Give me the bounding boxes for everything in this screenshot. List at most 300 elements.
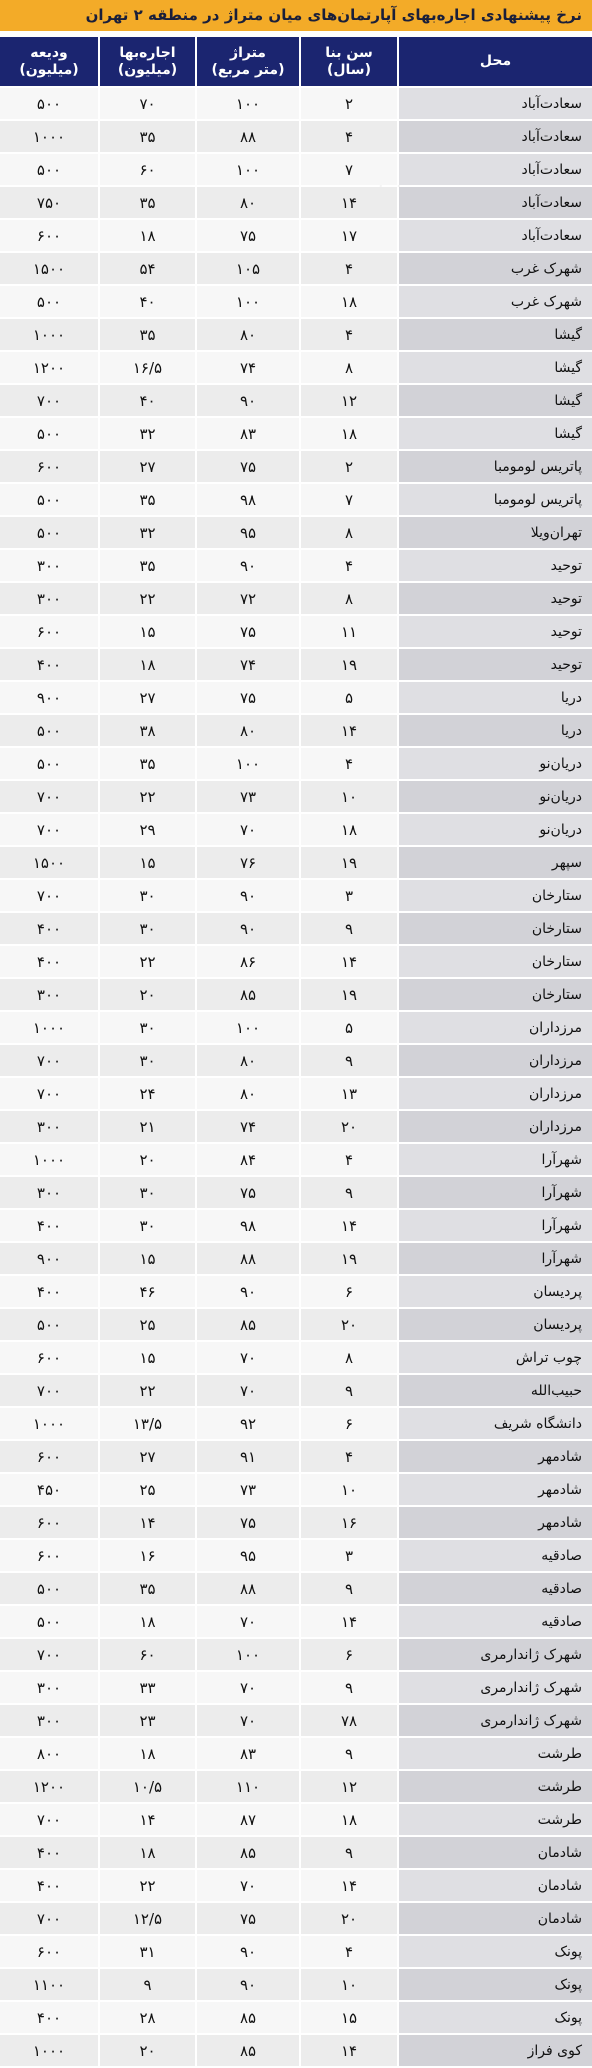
table-row (0, 1375, 592, 1406)
table-row (0, 1276, 592, 1307)
cell-location: پونک (397, 1936, 592, 1967)
cell-age: ۱۶ (299, 1507, 397, 1538)
cell-area: ۷۳ (195, 1474, 299, 1505)
rent-table (0, 35, 592, 2068)
table-row (0, 1804, 592, 1835)
table-row (0, 1441, 592, 1472)
table-row (0, 583, 592, 614)
header-location: محل (397, 37, 592, 86)
cell-deposit: ۵۰۰ (0, 1573, 98, 1604)
cell-area: ۷۵ (195, 682, 299, 713)
cell-deposit: ۴۰۰ (0, 946, 98, 977)
cell-deposit: ۱۵۰۰ (0, 847, 98, 878)
cell-area: ۷۵ (195, 1177, 299, 1208)
cell-location: دریا (397, 682, 592, 713)
cell-deposit: ۷۰۰ (0, 1903, 98, 1934)
cell-location: توحید (397, 649, 592, 680)
table-row (0, 1606, 592, 1637)
cell-age: ۷۸ (299, 1705, 397, 1736)
cell-deposit: ۵۰۰ (0, 484, 98, 515)
cell-location: طرشت (397, 1738, 592, 1769)
cell-area: ۸۵ (195, 1309, 299, 1340)
cell-area: ۷۵ (195, 1507, 299, 1538)
cell-age: ۴ (299, 748, 397, 779)
table-row (0, 1045, 592, 1076)
table-row (0, 682, 592, 713)
cell-deposit: ۴۰۰ (0, 1276, 98, 1307)
table-row (0, 1738, 592, 1769)
cell-location: ستارخان (397, 979, 592, 1010)
cell-rent: ۲۳ (98, 1705, 195, 1736)
cell-deposit: ۶۰۰ (0, 1540, 98, 1571)
cell-rent: ۱۸ (98, 1738, 195, 1769)
table-row (0, 1078, 592, 1109)
cell-age: ۴ (299, 319, 397, 350)
cell-age: ۱۳ (299, 1078, 397, 1109)
cell-rent: ۳۰ (98, 880, 195, 911)
cell-rent: ۳۸ (98, 715, 195, 746)
cell-area: ۸۰ (195, 715, 299, 746)
table-row (0, 220, 592, 251)
table-row (0, 1408, 592, 1439)
cell-age: ۱۹ (299, 649, 397, 680)
cell-deposit: ۴۰۰ (0, 1870, 98, 1901)
cell-deposit: ۴۰۰ (0, 913, 98, 944)
cell-rent: ۱۳/۵ (98, 1408, 195, 1439)
cell-location: توحید (397, 550, 592, 581)
cell-location: سعادت‌آباد (397, 154, 592, 185)
cell-age: ۱۷ (299, 220, 397, 251)
cell-rent: ۲۲ (98, 1870, 195, 1901)
cell-age: ۹ (299, 1573, 397, 1604)
cell-deposit: ۴۰۰ (0, 1837, 98, 1868)
cell-deposit: ۷۰۰ (0, 385, 98, 416)
cell-location: صادقیه (397, 1606, 592, 1637)
cell-deposit: ۷۰۰ (0, 781, 98, 812)
table-row (0, 1111, 592, 1142)
cell-area: ۸۳ (195, 418, 299, 449)
cell-location: شهرک ژاندارمری (397, 1705, 592, 1736)
cell-deposit: ۱۲۰۰ (0, 352, 98, 383)
cell-age: ۴ (299, 253, 397, 284)
table-body (0, 88, 592, 2066)
cell-location: دریان‌نو (397, 814, 592, 845)
cell-rent: ۲۷ (98, 682, 195, 713)
cell-rent: ۷۰ (98, 88, 195, 119)
cell-age: ۸ (299, 583, 397, 614)
table-row (0, 979, 592, 1010)
cell-deposit: ۶۰۰ (0, 616, 98, 647)
cell-deposit: ۷۰۰ (0, 880, 98, 911)
table-row (0, 1903, 592, 1934)
cell-rent: ۳۵ (98, 319, 195, 350)
cell-deposit: ۶۰۰ (0, 1342, 98, 1373)
table-row (0, 1705, 592, 1736)
cell-rent: ۱۵ (98, 616, 195, 647)
cell-location: ستارخان (397, 913, 592, 944)
header-area: متراژ (متر مربع) (195, 37, 299, 86)
cell-age: ۱۸ (299, 286, 397, 317)
cell-location: گیشا (397, 319, 592, 350)
cell-age: ۱۱ (299, 616, 397, 647)
cell-deposit: ۴۰۰ (0, 1210, 98, 1241)
cell-location: ستارخان (397, 946, 592, 977)
cell-location: شهرآرا (397, 1210, 592, 1241)
cell-age: ۱۴ (299, 715, 397, 746)
cell-age: ۶ (299, 1408, 397, 1439)
cell-age: ۱۰ (299, 781, 397, 812)
cell-area: ۷۴ (195, 649, 299, 680)
cell-rent: ۳۲ (98, 418, 195, 449)
table-row (0, 1177, 592, 1208)
cell-rent: ۹ (98, 1969, 195, 2000)
cell-deposit: ۴۰۰ (0, 649, 98, 680)
cell-area: ۹۸ (195, 1210, 299, 1241)
cell-deposit: ۷۵۰ (0, 187, 98, 218)
table-row (0, 1012, 592, 1043)
cell-deposit: ۱۵۰۰ (0, 253, 98, 284)
cell-area: ۷۵ (195, 616, 299, 647)
cell-deposit: ۱۰۰۰ (0, 1144, 98, 1175)
cell-rent: ۳۱ (98, 1936, 195, 1967)
cell-location: توحید (397, 616, 592, 647)
cell-age: ۱۲ (299, 1771, 397, 1802)
cell-area: ۱۰۰ (195, 1639, 299, 1670)
cell-area: ۷۰ (195, 1342, 299, 1373)
cell-area: ۷۵ (195, 1903, 299, 1934)
cell-location: دانشگاه شریف (397, 1408, 592, 1439)
cell-area: ۸۵ (195, 2035, 299, 2066)
cell-deposit: ۱۰۰۰ (0, 1408, 98, 1439)
cell-deposit: ۷۰۰ (0, 1078, 98, 1109)
cell-age: ۱۰ (299, 1969, 397, 2000)
cell-rent: ۲۰ (98, 979, 195, 1010)
cell-area: ۹۸ (195, 484, 299, 515)
cell-location: شادمهر (397, 1474, 592, 1505)
table-row (0, 1672, 592, 1703)
cell-age: ۱۹ (299, 1243, 397, 1274)
cell-deposit: ۱۰۰۰ (0, 2035, 98, 2066)
cell-age: ۹ (299, 1837, 397, 1868)
cell-location: پاتریس لومومبا (397, 484, 592, 515)
table-row (0, 1870, 592, 1901)
header-rent: اجاره‌بها (میلیون) (98, 37, 195, 86)
cell-location: گیشا (397, 385, 592, 416)
header-age: سن بنا (سال) (299, 37, 397, 86)
cell-rent: ۲۲ (98, 781, 195, 812)
cell-rent: ۳۵ (98, 484, 195, 515)
cell-age: ۲۰ (299, 1111, 397, 1142)
cell-location: مرزداران (397, 1111, 592, 1142)
cell-rent: ۲۸ (98, 2002, 195, 2033)
cell-rent: ۳۲ (98, 517, 195, 548)
cell-deposit: ۹۰۰ (0, 682, 98, 713)
cell-deposit: ۱۰۰۰ (0, 121, 98, 152)
cell-rent: ۱۸ (98, 1837, 195, 1868)
cell-area: ۱۰۰ (195, 286, 299, 317)
cell-deposit: ۹۰۰ (0, 1243, 98, 1274)
cell-area: ۸۰ (195, 1045, 299, 1076)
cell-rent: ۱۵ (98, 847, 195, 878)
cell-deposit: ۶۰۰ (0, 220, 98, 251)
cell-rent: ۲۵ (98, 1309, 195, 1340)
cell-location: شادمان (397, 1837, 592, 1868)
cell-area: ۷۰ (195, 1705, 299, 1736)
cell-location: شادمهر (397, 1507, 592, 1538)
cell-rent: ۲۱ (98, 1111, 195, 1142)
cell-age: ۱۹ (299, 979, 397, 1010)
cell-area: ۹۰ (195, 1936, 299, 1967)
table-row (0, 715, 592, 746)
cell-age: ۱۴ (299, 1210, 397, 1241)
cell-age: ۳ (299, 1540, 397, 1571)
cell-rent: ۱۶ (98, 1540, 195, 1571)
cell-deposit: ۶۰۰ (0, 1936, 98, 1967)
cell-deposit: ۳۰۰ (0, 1111, 98, 1142)
cell-age: ۸ (299, 352, 397, 383)
table-row (0, 2035, 592, 2066)
cell-rent: ۲۰ (98, 2035, 195, 2066)
cell-deposit: ۵۰۰ (0, 154, 98, 185)
cell-location: شادمان (397, 1903, 592, 1934)
cell-rent: ۲۰ (98, 1144, 195, 1175)
cell-location: دریا (397, 715, 592, 746)
cell-age: ۴ (299, 1441, 397, 1472)
cell-deposit: ۵۰۰ (0, 1606, 98, 1637)
cell-age: ۱۴ (299, 1870, 397, 1901)
cell-age: ۸ (299, 517, 397, 548)
table-row (0, 1243, 592, 1274)
table-row (0, 1210, 592, 1241)
cell-area: ۹۰ (195, 913, 299, 944)
cell-location: پونک (397, 1969, 592, 2000)
cell-location: سپهر (397, 847, 592, 878)
cell-location: سعادت‌آباد (397, 220, 592, 251)
cell-age: ۲۰ (299, 1903, 397, 1934)
cell-deposit: ۳۰۰ (0, 1672, 98, 1703)
cell-area: ۷۰ (195, 1870, 299, 1901)
cell-age: ۱۴ (299, 2035, 397, 2066)
cell-rent: ۶۰ (98, 154, 195, 185)
cell-area: ۱۰۰ (195, 88, 299, 119)
table-row (0, 1837, 592, 1868)
cell-deposit: ۳۰۰ (0, 583, 98, 614)
cell-age: ۵ (299, 1012, 397, 1043)
cell-area: ۹۱ (195, 1441, 299, 1472)
cell-deposit: ۷۰۰ (0, 1804, 98, 1835)
cell-area: ۸۵ (195, 979, 299, 1010)
cell-location: چوب تراش (397, 1342, 592, 1373)
cell-location: مرزداران (397, 1078, 592, 1109)
table-row (0, 1969, 592, 2000)
cell-location: حبیب‌الله (397, 1375, 592, 1406)
cell-rent: ۴۰ (98, 385, 195, 416)
cell-rent: ۱۰/۵ (98, 1771, 195, 1802)
cell-rent: ۳۵ (98, 550, 195, 581)
table-header-row (0, 37, 592, 86)
cell-rent: ۳۵ (98, 1573, 195, 1604)
table-row (0, 880, 592, 911)
cell-area: ۹۲ (195, 1408, 299, 1439)
cell-rent: ۱۴ (98, 1507, 195, 1538)
cell-deposit: ۵۰۰ (0, 517, 98, 548)
cell-area: ۹۰ (195, 1276, 299, 1307)
cell-area: ۷۰ (195, 1672, 299, 1703)
cell-deposit: ۱۰۰۰ (0, 1012, 98, 1043)
cell-rent: ۱۸ (98, 649, 195, 680)
cell-deposit: ۱۱۰۰ (0, 1969, 98, 2000)
cell-area: ۹۰ (195, 385, 299, 416)
cell-rent: ۳۵ (98, 121, 195, 152)
table-row (0, 649, 592, 680)
cell-deposit: ۳۰۰ (0, 1705, 98, 1736)
cell-area: ۱۰۰ (195, 154, 299, 185)
cell-area: ۸۸ (195, 121, 299, 152)
cell-age: ۹ (299, 1045, 397, 1076)
cell-age: ۹ (299, 1672, 397, 1703)
cell-rent: ۳۵ (98, 748, 195, 779)
cell-deposit: ۸۰۰ (0, 1738, 98, 1769)
cell-age: ۱۴ (299, 946, 397, 977)
cell-deposit: ۵۰۰ (0, 286, 98, 317)
table-row (0, 913, 592, 944)
cell-rent: ۳۰ (98, 913, 195, 944)
cell-deposit: ۵۰۰ (0, 418, 98, 449)
cell-area: ۸۴ (195, 1144, 299, 1175)
cell-location: گیشا (397, 418, 592, 449)
table-row (0, 847, 592, 878)
cell-location: مرزداران (397, 1012, 592, 1043)
cell-deposit: ۴۰۰ (0, 2002, 98, 2033)
cell-area: ۱۱۰ (195, 1771, 299, 1802)
cell-age: ۲۰ (299, 1309, 397, 1340)
cell-age: ۹ (299, 913, 397, 944)
cell-area: ۱۰۵ (195, 253, 299, 284)
cell-location: دریان‌نو (397, 748, 592, 779)
cell-location: طرشت (397, 1804, 592, 1835)
cell-location: طرشت (397, 1771, 592, 1802)
cell-location: پردیسان (397, 1309, 592, 1340)
table-row (0, 253, 592, 284)
cell-deposit: ۷۰۰ (0, 1375, 98, 1406)
cell-rent: ۱۸ (98, 1606, 195, 1637)
cell-age: ۴ (299, 121, 397, 152)
cell-age: ۵ (299, 682, 397, 713)
table-row (0, 385, 592, 416)
cell-area: ۷۵ (195, 220, 299, 251)
cell-rent: ۱۵ (98, 1342, 195, 1373)
cell-area: ۸۸ (195, 1243, 299, 1274)
cell-deposit: ۴۵۰ (0, 1474, 98, 1505)
cell-area: ۷۴ (195, 1111, 299, 1142)
table-row (0, 1342, 592, 1373)
cell-deposit: ۵۰۰ (0, 1309, 98, 1340)
cell-area: ۷۶ (195, 847, 299, 878)
table-row (0, 121, 592, 152)
cell-rent: ۲۲ (98, 946, 195, 977)
cell-location: شهرک غرب (397, 286, 592, 317)
cell-age: ۱۰ (299, 1474, 397, 1505)
cell-area: ۷۲ (195, 583, 299, 614)
cell-area: ۷۴ (195, 352, 299, 383)
cell-area: ۸۰ (195, 319, 299, 350)
cell-area: ۹۵ (195, 517, 299, 548)
cell-location: ستارخان (397, 880, 592, 911)
cell-age: ۲ (299, 88, 397, 119)
cell-deposit: ۷۰۰ (0, 1045, 98, 1076)
cell-rent: ۲۹ (98, 814, 195, 845)
cell-deposit: ۶۰۰ (0, 1441, 98, 1472)
cell-rent: ۱۶/۵ (98, 352, 195, 383)
cell-area: ۷۰ (195, 1375, 299, 1406)
table-row (0, 748, 592, 779)
cell-deposit: ۳۰۰ (0, 1177, 98, 1208)
cell-rent: ۵۴ (98, 253, 195, 284)
cell-location: پاتریس لومومبا (397, 451, 592, 482)
cell-age: ۱۴ (299, 1606, 397, 1637)
cell-deposit: ۳۰۰ (0, 979, 98, 1010)
cell-deposit: ۵۰۰ (0, 88, 98, 119)
cell-rent: ۲۲ (98, 1375, 195, 1406)
cell-age: ۱۸ (299, 418, 397, 449)
cell-deposit: ۳۰۰ (0, 550, 98, 581)
table-row (0, 517, 592, 548)
cell-age: ۱۵ (299, 2002, 397, 2033)
cell-age: ۹ (299, 1177, 397, 1208)
cell-deposit: ۶۰۰ (0, 451, 98, 482)
table-row (0, 286, 592, 317)
cell-age: ۸ (299, 1342, 397, 1373)
table-row (0, 550, 592, 581)
cell-area: ۸۶ (195, 946, 299, 977)
cell-rent: ۲۲ (98, 583, 195, 614)
cell-age: ۱۸ (299, 1804, 397, 1835)
table-row (0, 1936, 592, 1967)
cell-rent: ۳۰ (98, 1012, 195, 1043)
cell-rent: ۳۵ (98, 187, 195, 218)
cell-area: ۸۳ (195, 1738, 299, 1769)
table-row (0, 1639, 592, 1670)
cell-location: توحید (397, 583, 592, 614)
cell-area: ۹۰ (195, 880, 299, 911)
cell-rent: ۲۵ (98, 1474, 195, 1505)
cell-rent: ۲۴ (98, 1078, 195, 1109)
table-row (0, 451, 592, 482)
cell-area: ۷۳ (195, 781, 299, 812)
table-row (0, 1309, 592, 1340)
table-row (0, 187, 592, 218)
cell-deposit: ۷۰۰ (0, 814, 98, 845)
cell-rent: ۳۳ (98, 1672, 195, 1703)
cell-area: ۷۵ (195, 451, 299, 482)
table-row (0, 1507, 592, 1538)
cell-age: ۹ (299, 1738, 397, 1769)
cell-location: دریان‌نو (397, 781, 592, 812)
cell-area: ۹۵ (195, 1540, 299, 1571)
cell-deposit: ۱۰۰۰ (0, 319, 98, 350)
cell-area: ۷۰ (195, 814, 299, 845)
table-row (0, 1474, 592, 1505)
cell-location: سعادت‌آباد (397, 121, 592, 152)
cell-rent: ۶۰ (98, 1639, 195, 1670)
cell-age: ۴ (299, 550, 397, 581)
cell-rent: ۱۲/۵ (98, 1903, 195, 1934)
cell-deposit: ۷۰۰ (0, 1639, 98, 1670)
cell-location: تهران‌ویلا (397, 517, 592, 548)
cell-rent: ۱۸ (98, 220, 195, 251)
table-row (0, 418, 592, 449)
table-row (0, 1540, 592, 1571)
